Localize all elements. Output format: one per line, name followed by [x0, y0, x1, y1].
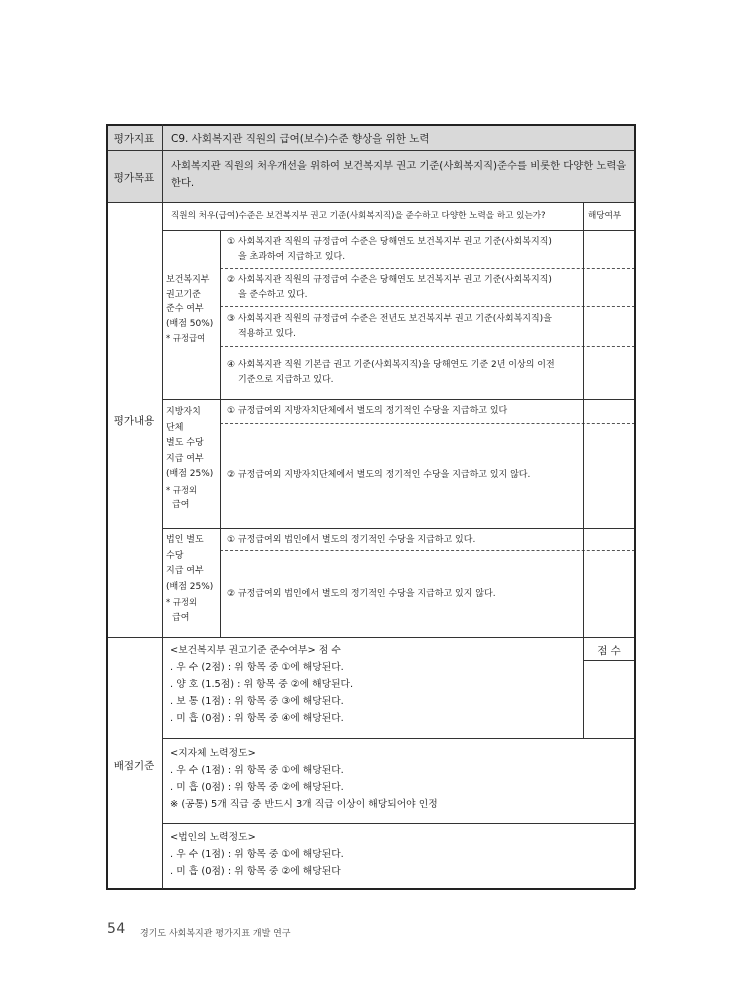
criteria-line: . 미 흡 (0점) : 위 항목 중 ④에 해당된다. [170, 713, 344, 724]
rule-dashed [220, 550, 635, 551]
group2-label-line: 단체 [166, 422, 184, 433]
rule [163, 738, 635, 739]
criteria-line: . 우 수 (1점) : 위 항목 중 ①에 해당된다. [170, 765, 344, 776]
footer-title: 경기도 사회복지관 평가지표 개발 연구 [140, 929, 291, 939]
item-text: ④ 사회복지관 직원 기본급 권고 기준(사회복지직)을 당해연도 기준 2년 이상의 이전 [227, 360, 555, 370]
group1-label [166, 273, 220, 346]
criteria-line: . 양 호 (1.5점) : 위 항목 중 ②에 해당된다. [170, 679, 354, 690]
group2-item-2: ② 규정급여외 지방자치단체에서 별도의 정기적인 수당을 지급하고 있지 않다. [227, 470, 531, 480]
rule [163, 823, 635, 824]
criteria-line: . 보 통 (1점) : 위 항목 중 ③에 해당된다. [170, 696, 344, 707]
group1-label-line: (배점 50%) [166, 318, 214, 329]
rule [583, 660, 635, 661]
group3-label-line: (배점 25%) [166, 581, 214, 592]
group3-label-line: 급여 [172, 612, 190, 623]
col-divider [220, 230, 221, 637]
group1-label-line: 준수 여부 [166, 304, 204, 314]
table-top-border [106, 124, 635, 126]
section-title: <법인의 노력정도> [170, 832, 256, 843]
scoring-section-3 [170, 829, 344, 880]
group1-label-line: 권고기준 [166, 289, 201, 300]
criteria-line: ※ (공통) 5개 직급 중 반드시 3개 직급 이상이 해당되어야 인정 [170, 799, 438, 810]
group2-label-line: (배점 25%) [166, 469, 214, 479]
group2-label-line: 지급 여부 [166, 453, 204, 464]
rule [163, 399, 635, 400]
criteria-line: . 미 흡 (0점) : 위 항목 중 ②에 해당된다. [170, 782, 344, 793]
page-number: 54 [107, 921, 126, 937]
item-text: ① 사회복지관 직원의 규정급여 수준은 당해연도 보건복지부 권고 기준(사회복지직) [227, 237, 552, 247]
scoring-label: 배점기준 [113, 760, 155, 772]
group1-item-3 [227, 312, 552, 341]
item-text: 적용하고 있다. [238, 328, 296, 339]
indicator-label: 평가지표 [113, 133, 155, 145]
rule [163, 230, 635, 231]
goal-value: 사회복지관 직원의 처우개선을 위하여 보건복지부 권고 기준(사회복지직)준수를 비롯한 다양한 노력을 한다. [171, 160, 627, 189]
criteria-line: . 미 흡 (0점) : 위 항목 중 ②에 해당된다 [170, 866, 341, 877]
score-label: 점 수 [597, 645, 621, 657]
group3-label-line: 지급 여부 [166, 566, 204, 576]
rule [163, 528, 635, 529]
rule-dashed [220, 423, 635, 424]
indicator-value: C9. 사회복지관 직원의 급여(보수)수준 향상을 위한 노력 [171, 133, 430, 145]
group1-label-line: * 규정급여 [166, 333, 206, 343]
criteria-line: . 우 수 (2점) : 위 항목 중 ①에 해당된다. [170, 662, 344, 673]
rule-dashed [220, 306, 635, 307]
content-label: 평가내용 [113, 415, 155, 427]
item-text: 을 초과하여 지급하고 있다. [238, 251, 346, 262]
item-text: 기준으로 지급하고 있다. [238, 374, 334, 385]
item-text: ③ 사회복지관 직원의 규정급여 수준은 전년도 보건복지부 권고 기준(사회복지직)을 [227, 314, 552, 324]
group3-item-2: ② 규정급여외 법인에서 별도의 정기적인 수당을 지급하고 있지 않다. [227, 589, 496, 599]
rule [106, 637, 635, 638]
group3-label-line: 수당 [166, 550, 184, 561]
scoring-section-2 [170, 745, 438, 813]
group3-label [166, 533, 220, 626]
group1-item-4 [227, 358, 555, 387]
group1-label-line: 보건복지부 [166, 275, 210, 285]
content-question: 직원의 처우(급여)수준은 보건복지부 권고 기준(사회복지직)을 준수하고 다양한 노력을 하고 있는가? [171, 211, 546, 221]
col-divider [583, 202, 584, 637]
item-text: ② 사회복지관 직원의 규정급여 수준은 당해연도 보건복지부 권고 기준(사회복지직) [227, 275, 552, 285]
section-title: <지자체 노력정도> [170, 748, 256, 759]
group2-label-line: 지방자치 [166, 407, 201, 417]
group3-label-line: * 규정외 [166, 597, 198, 607]
scoring-section-1 [170, 642, 353, 727]
rule-dashed [220, 346, 635, 347]
section-title: <보건복지부 권고기준 준수여부> 점 수 [170, 645, 341, 656]
group2-item-1: ① 규정급여외 지방자치단체에서 별도의 정기적인 수당을 지급하고 있다 [227, 406, 508, 416]
col-divider [162, 124, 163, 889]
criteria-line: . 우 수 (1점) : 위 항목 중 ①에 해당된다. [170, 849, 344, 860]
table-left-border [106, 124, 108, 889]
group2-label-line: * 규정외 [166, 484, 198, 495]
goal-label: 평가목표 [113, 172, 155, 184]
group2-label [166, 405, 220, 514]
rule [106, 202, 635, 203]
group3-item-1: ① 규정급여외 법인에서 별도의 정기적인 수당을 지급하고 있다. [227, 535, 476, 545]
group1-item-2 [227, 273, 552, 302]
group1-item-1 [227, 235, 552, 264]
applicable-label: 해당여부 [588, 211, 622, 221]
rule-dashed [220, 268, 635, 269]
group3-label-line: 법인 별도 [166, 535, 204, 545]
table-right-border [634, 124, 636, 889]
group2-label-line: 별도 수당 [166, 438, 204, 448]
table-bottom-border [106, 888, 635, 890]
rule [106, 150, 635, 151]
group2-label-line: 급여 [172, 500, 190, 510]
item-text: 을 준수하고 있다. [238, 289, 308, 300]
